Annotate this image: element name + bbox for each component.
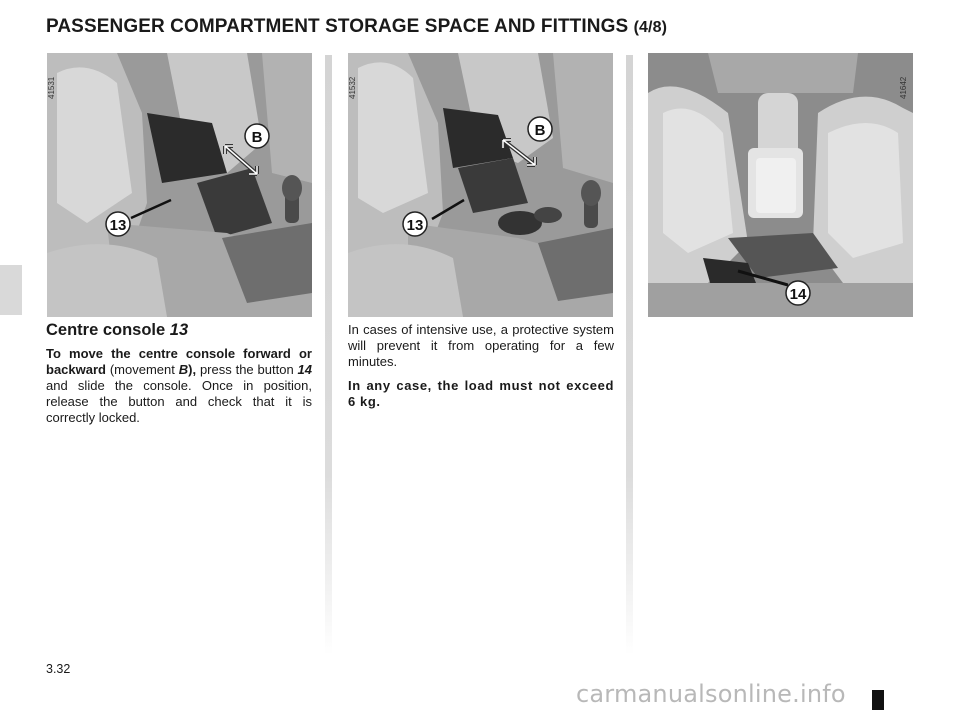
photo-3-illustration [648,53,913,317]
photo-console-forward [348,53,613,317]
photo-2-illustration [348,53,613,317]
callout-label: B [534,122,546,139]
page-title-text: PASSENGER COMPARTMENT STORAGE SPACE AND FITTINGS [46,16,629,37]
instruction-paragraph [46,346,312,426]
chapter-tab [0,265,22,315]
callout-label: 14 [789,286,807,303]
page-title [46,16,667,38]
photo-console-button [648,53,913,317]
column-2-text [348,322,614,418]
callout-13-photo-2 [399,209,431,239]
photo-console-rearward [47,53,312,317]
column-divider-1 [325,55,332,655]
callout-label: 13 [406,217,424,234]
protective-system-paragraph: In cases of intensive use, a protective system will prevent it from operating for a few minutes. [348,322,614,369]
page-edge-mark [872,690,884,710]
section-heading [46,322,312,338]
movement-ref: B [178,362,189,377]
callout-14-photo-3 [782,278,814,308]
photo-1-ref: 41531 [47,76,56,99]
button-ref: 14 [297,362,312,377]
instruction-text-3: press the button [196,362,298,377]
watermark: carmanualsonline.info [576,680,846,708]
callout-label: 13 [109,217,127,234]
page-number: 3.32 [46,662,71,676]
callout-b-photo-2 [525,114,555,144]
column-1-text [46,320,312,434]
instruction-text-2: ), [188,362,197,377]
instruction-text-1: (movement [105,362,179,377]
instruction-bold: To move the centre console forward or backward [46,346,312,377]
heading-number: 13 [169,321,189,339]
page-title-suffix: (4/8) [633,19,668,36]
photo-3-ref: 41642 [899,76,908,99]
callout-b-photo-1 [242,121,272,151]
heading-text: Centre console [46,321,166,339]
instruction-text-4: and slide the console. Once in position, release the button and check that it is correctly locked. [46,378,312,425]
column-divider-2 [626,55,633,655]
photo-1-illustration [47,53,312,317]
load-warning: In any case, the load must not exceed 6 kg. [348,378,614,409]
photo-2-ref: 41532 [348,76,357,99]
callout-label: B [251,129,263,146]
callout-13-photo-1 [102,209,134,239]
